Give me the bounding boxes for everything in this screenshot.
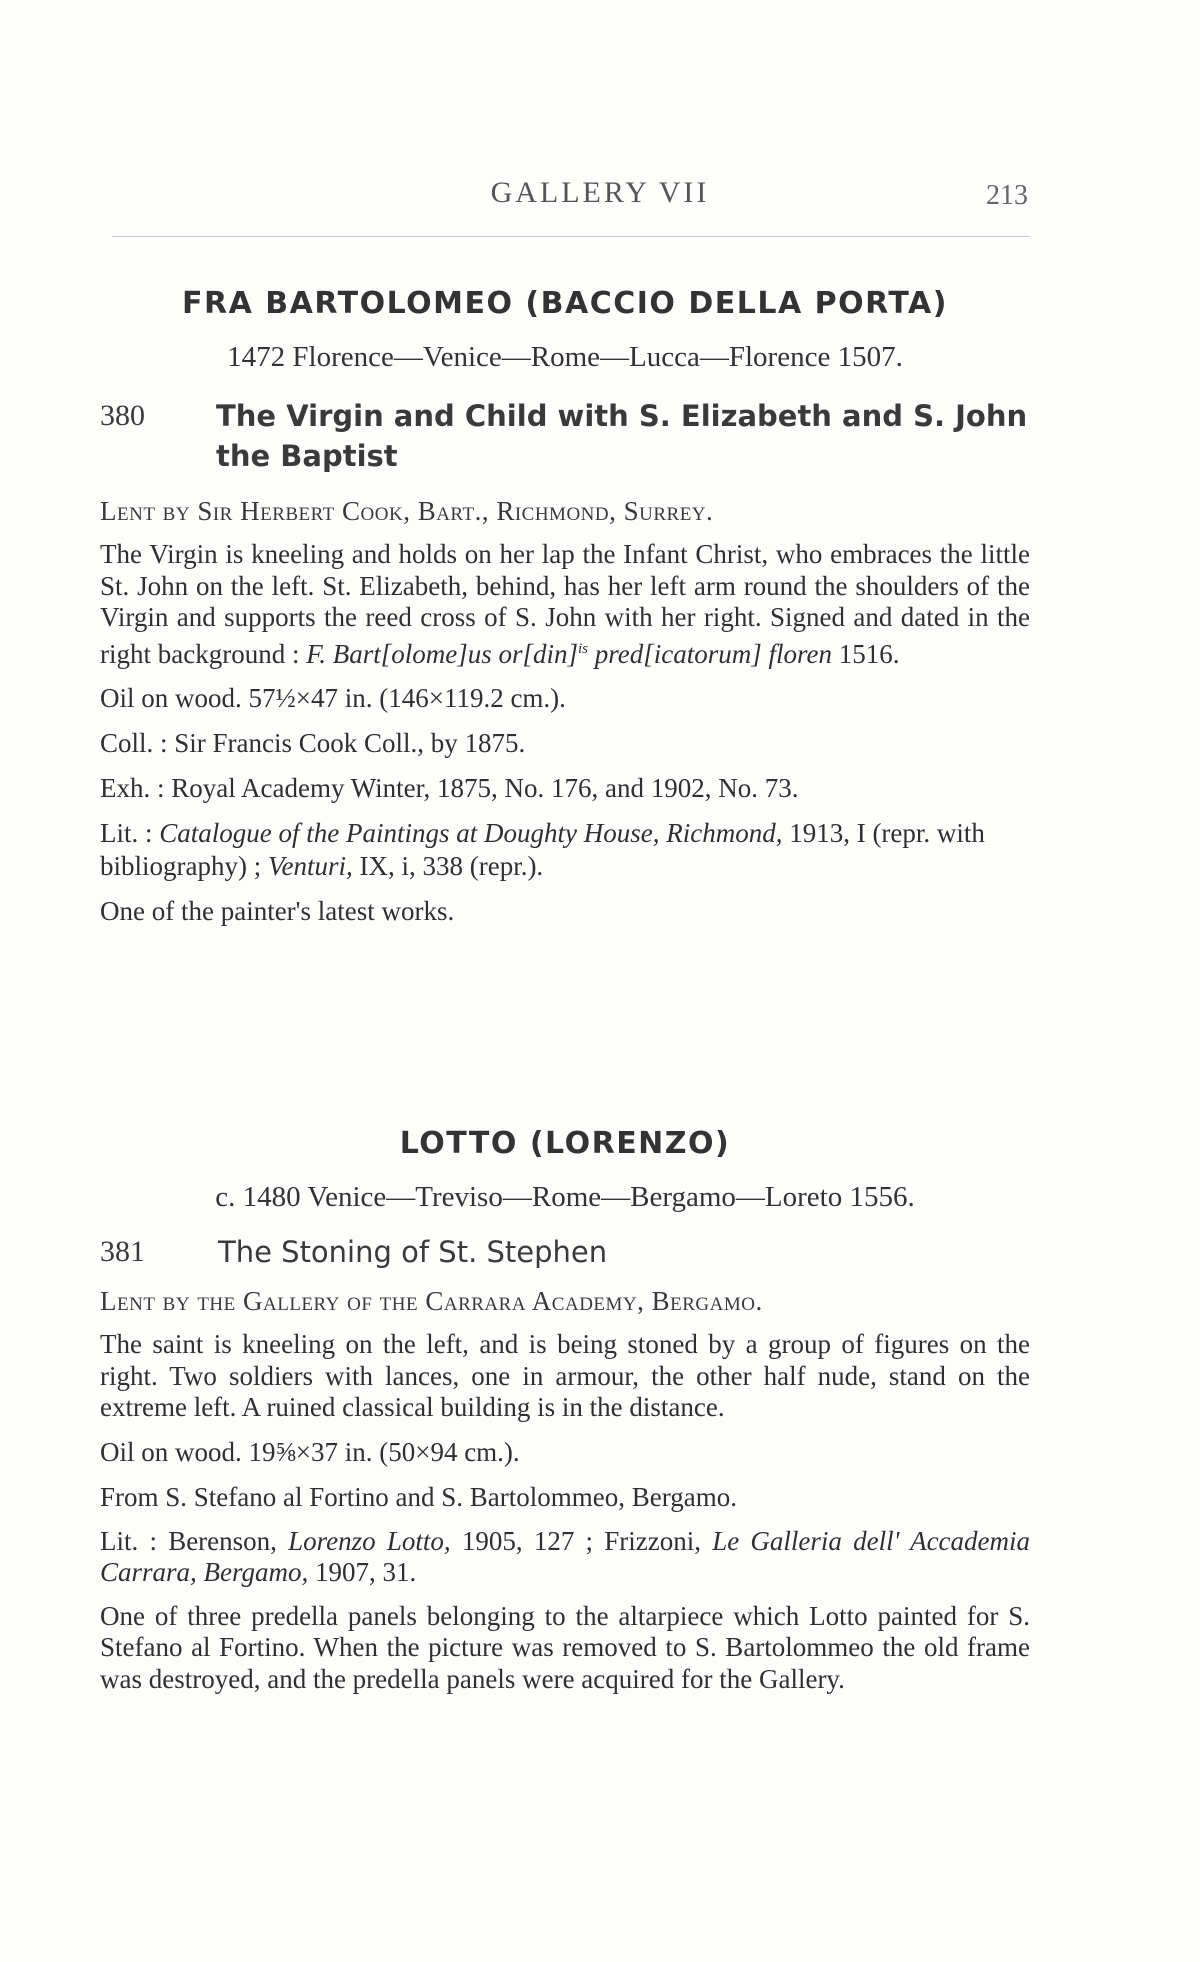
literature-line bbox=[100, 817, 1030, 883]
medium-dimensions: Oil on wood. 57½×47 in. (146×119.2 cm.). bbox=[100, 683, 566, 713]
literature-author: Venturi, bbox=[267, 851, 353, 881]
running-head bbox=[0, 176, 1200, 216]
catalogue-entry-title bbox=[100, 396, 1030, 476]
entry-fra-bartolomeo bbox=[100, 286, 1030, 928]
literature-label: Lit. : bbox=[100, 818, 153, 848]
literature-text: 1913, I (repr. with bibliography) ; bbox=[100, 818, 985, 881]
artist-heading: FRA BARTOLOMEO (BACCIO DELLA PORTA) bbox=[182, 286, 948, 321]
collection-line: Coll. : Sir Francis Cook Coll., by 1875. bbox=[100, 728, 526, 758]
literature-text-2: IX, i, 338 (repr.). bbox=[359, 851, 544, 881]
running-title: GALLERY VII bbox=[490, 176, 710, 209]
header-rule bbox=[112, 236, 1030, 237]
painting-description bbox=[100, 539, 1030, 670]
artist-dates: 1472 Florence—Venice—Rome—Lucca—Florence 1507. bbox=[227, 341, 903, 373]
painting-description: The saint is kneeling on the left, and is being stoned by a group of figures on the right. Two soldiers with lances, one in armour, the other half nude, stand on the extreme left. A ruined classical building is in the distance. bbox=[100, 1329, 1030, 1422]
literature-title-2: Le Galleria dell' Accademia Carrara, Bergamo, bbox=[100, 1525, 1031, 1587]
literature-author: Berenson, bbox=[168, 1525, 277, 1556]
exhibition-line: Exh. : Royal Academy Winter, 1875, No. 176, and 1902, No. 73. bbox=[100, 773, 799, 803]
catalogue-number: 380 bbox=[100, 399, 145, 432]
literature-title: Lorenzo Lotto, bbox=[288, 1525, 451, 1556]
literature-text-2: 1907, 31. bbox=[315, 1557, 417, 1587]
artist-heading: LOTTO (LORENZO) bbox=[399, 1126, 731, 1161]
literature-title: Catalogue of the Paintings at Doughty House, Richmond, bbox=[159, 818, 783, 848]
literature-label: Lit. : bbox=[100, 1525, 157, 1556]
entry-note: One of three predella panels belonging to the altarpiece which Lotto painted for S. Stefano al Fortino. When the picture was removed to S. Bartolommeo the old frame was destroyed, and the predella panels were acquired for the Gallery. bbox=[100, 1600, 1030, 1694]
provenance-line: From S. Stefano al Fortino and S. Bartolommeo, Bergamo. bbox=[100, 1481, 737, 1512]
literature-text: 1905, 127 ; Frizzoni, bbox=[461, 1525, 701, 1556]
signature-inscription-cont: pred[icatorum] floren bbox=[594, 638, 833, 669]
description-text: The Virgin is kneeling and holds on her lap the Infant Christ, who embraces the little St. John on the left. St. Elizabeth, behind, has her left arm round the shoulders of the Virgin and supports the reed cross of S. John with her right. Signed and dated in the right background : bbox=[100, 539, 1030, 669]
entry-note: One of the painter's latest works. bbox=[100, 896, 455, 926]
page-number: 213 bbox=[986, 180, 1028, 211]
painting-title: The Virgin and Child with S. Elizabeth and S. John the Baptist bbox=[216, 399, 1028, 473]
signature-year: 1516. bbox=[838, 638, 900, 669]
medium-dimensions: Oil on wood. 19⅝×37 in. (50×94 cm.). bbox=[100, 1436, 520, 1467]
catalogue-number: 381 bbox=[100, 1235, 145, 1268]
painting-title: The Stoning of St. Stephen bbox=[218, 1235, 608, 1269]
literature-line bbox=[100, 1526, 1030, 1589]
signature-inscription: F. Bart[olome]us or[din] bbox=[306, 638, 579, 669]
catalogue-entry-title bbox=[100, 1232, 1030, 1272]
signature-superscript: is bbox=[578, 640, 589, 657]
lender-line: Lent by the Gallery of the Carrara Academy, Bergamo. bbox=[100, 1286, 763, 1316]
artist-dates: c. 1480 Venice—Treviso—Rome—Bergamo—Loreto 1556. bbox=[215, 1181, 915, 1213]
lender-line: Lent by Sir Herbert Cook, Bart., Richmond, Surrey. bbox=[100, 496, 714, 526]
entry-lotto bbox=[100, 1126, 1030, 1695]
